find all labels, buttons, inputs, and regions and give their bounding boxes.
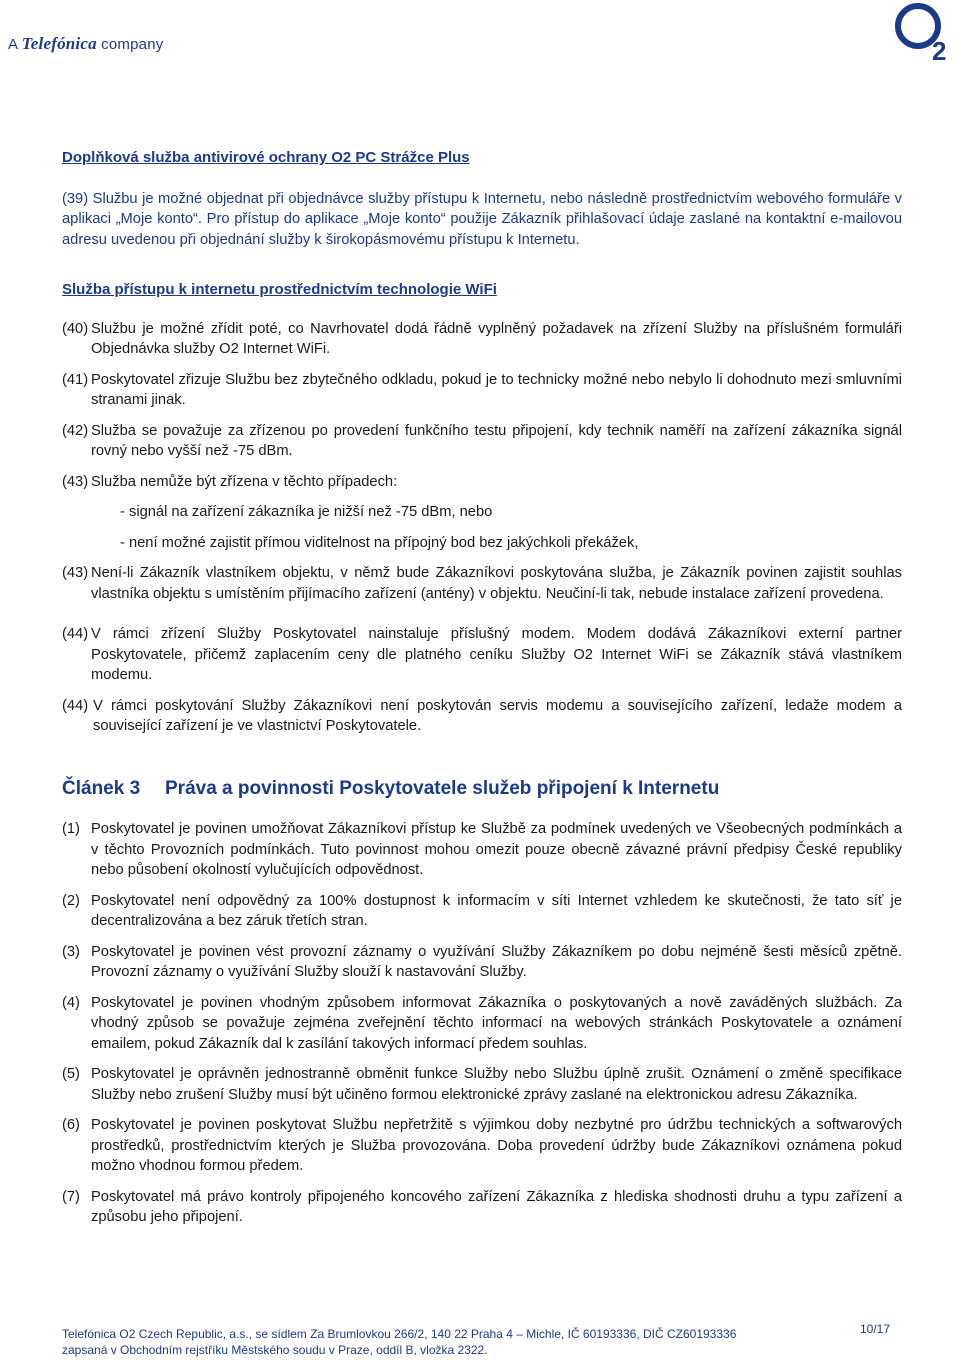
o2-logo-icon bbox=[888, 2, 958, 64]
article-3-heading bbox=[62, 779, 902, 800]
section-heading-wifi: Služba přístupu k internetu prostřednictvím technologie WiFi bbox=[62, 281, 497, 298]
telefonica-tagline bbox=[8, 34, 163, 54]
item-number: (3) bbox=[62, 943, 80, 960]
item-number: (44) bbox=[62, 697, 89, 714]
item-text: Není-li Zákazník vlastníkem objektu, v němž bude Zákazníkovi poskytována služba, je Zákazník povinen zajistit souhlas vlastníka objektu s umístěním přijímacího zařízení (antény) v objektu. Neučiní-li tak, nebude instalace zařízení provedena. bbox=[91, 565, 902, 602]
page-number: 10/17 bbox=[860, 1322, 891, 1336]
item-text: Poskytovatel je povinen vhodným způsobem informovat Zákazníka o poskytovaných a nově zaváděných službách. Za vhodný způsob se považuje zejména zveřejnění těchto informací na webových stránkách Poskytovatele a oznámení emailem, pokud Zákazník dal k zasílání takových informací předem souhlas. bbox=[91, 994, 902, 1052]
article-item-2 bbox=[62, 891, 902, 932]
item-number: (43) bbox=[62, 565, 89, 581]
item-number: (1) bbox=[62, 821, 80, 837]
item-text: Poskytovatel zřizuje Službu bez zbytečného odkladu, pokud je to technicky možné nebo nebylo li dohodnuto mezi smluvními stranami jinak. bbox=[91, 371, 902, 408]
item-number: (44) bbox=[62, 626, 89, 642]
item-text: Poskytovatel má právo kontroly připojeného koncového zařízení Zákazníka z hlediska shodnosti druhu a typu zařízení a způsobu jeho připojení. bbox=[91, 1188, 902, 1225]
page-footer bbox=[62, 1326, 822, 1358]
item-number: (2) bbox=[62, 892, 80, 909]
article-number: Článek 3 bbox=[62, 777, 141, 799]
section-heading-antivirus: Doplňková služba antivirové ochrany O2 PC Strážce Plus bbox=[62, 149, 470, 166]
item-number: (6) bbox=[62, 1117, 80, 1133]
article-item-6 bbox=[62, 1115, 902, 1177]
list-item-43 bbox=[62, 472, 902, 493]
item-text: V rámci zřízení Služby Poskytovatel nainstaluje příslušný modem. Modem dodává Zákazníkovi externí partner Poskytovatele, přičemž zaplacením ceny dle platného ceníku Služby O2 Internet WiFi se Zákazník stává vlastníkem modemu. bbox=[91, 626, 902, 683]
item-text: Poskytovatel je povinen vést provozní záznamy o využívání Služby Zákazníkem po dobu nejméně šesti měsíců zpětně. Provozní záznamy o využívání Služby slouží k nastavování Služby. bbox=[91, 943, 902, 980]
item-number: (5) bbox=[62, 1066, 80, 1082]
article-title: Práva a povinnosti Poskytovatele služeb připojení k Internetu bbox=[165, 777, 720, 799]
telefonica-brand: Telefónica bbox=[21, 34, 97, 53]
item-text: V rámci poskytování Služby Zákazníkovi není poskytován servis modemu a souvisejícího zařízení, ledaže modem a související zařízení je ve vlastnictví Poskytovatele. bbox=[93, 697, 902, 734]
item-number: (4) bbox=[62, 994, 80, 1011]
article-item-7 bbox=[62, 1187, 902, 1228]
item-number: (41) bbox=[62, 371, 89, 388]
footer-company-line: Telefónica O2 Czech Republic, a.s., se sídlem Za Brumlovkou 266/2, 140 22 Praha 4 – Michle, IČ 60193336, DIČ CZ60193336 bbox=[62, 1327, 737, 1341]
svg-text:2: 2 bbox=[932, 36, 947, 64]
item-number: (43) bbox=[62, 473, 89, 490]
item-text: Služba nemůže být zřízena v těchto případech: bbox=[91, 473, 398, 490]
item-text: Poskytovatel není odpovědný za 100% dostupnost k informacím v síti Internet vzhledem ke skutečnosti, že tato síť je decentralizována a bez záruk třetích stran. bbox=[91, 892, 902, 929]
tagline-suffix: company bbox=[101, 36, 164, 53]
item-text: Poskytovatel je povinen poskytovat Službu nepřetržitě s výjimkou doby nezbytné pro údržbu technických a softwarových prostředků, prostřednictvím kterých je Služba provozována. Doba provedení údržby bude Zákazníkovi oznámena pokud možno vhodnou formou předem. bbox=[91, 1117, 902, 1174]
condition-line-signal: - signál na zařízení zákazníka je nižší než -75 dBm, nebo bbox=[120, 504, 493, 520]
item-text: Služba se považuje za zřízenou po provedení funkčního testu připojení, kdy technik naměří na zařízení zákazníka signál rovný nebo vyšší než -75 dBm. bbox=[91, 422, 902, 459]
list-item-40 bbox=[62, 319, 902, 360]
item-text: Poskytovatel je povinen umožňovat Zákazníkovi přístup ke Službě za podmínek uvedených ve Všeobecných podmínkách a v těchto Provozních podmínkách. Tuto povinnost mohou omezit pouze obecně závazné právní předpisy České republiky nebo působení okolností vylučujících odpovědnost. bbox=[91, 821, 902, 878]
paragraph-39: (39) Službu je možné objednat při objednávce služby přístupu k Internetu, nebo následně prostřednictvím webového formuláře v aplikaci „Moje konto“. Pro přístup do aplikace „Moje konto“ použije Zákazník přihlašovací údaje zaslané na kontaktní e-mailovou adresu uvedenou při objednání služby k širokopásmovému přístupu k Internetu. bbox=[62, 190, 902, 248]
document-body bbox=[62, 148, 902, 1228]
footer-registry-line: zapsaná v Obchodním rejstříku Městského soudu v Praze, oddíl B, vložka 2322. bbox=[62, 1343, 488, 1357]
article-item-4 bbox=[62, 993, 902, 1055]
item-number: (7) bbox=[62, 1188, 80, 1205]
item-number: (40) bbox=[62, 320, 89, 337]
condition-line-visibility: - není možné zajistit přímou viditelnost na přípojný bod bez jakýchkoli překážek, bbox=[120, 534, 639, 551]
article-item-3 bbox=[62, 942, 902, 983]
list-item-44b bbox=[62, 696, 902, 737]
article-item-1 bbox=[62, 819, 902, 881]
page-header bbox=[0, 0, 960, 70]
tagline-prefix: A bbox=[8, 36, 18, 53]
list-item-41 bbox=[62, 370, 902, 411]
list-item-43b bbox=[62, 563, 902, 604]
item-text: Poskytovatel je oprávněn jednostranně obměnit funkce Služby nebo Službu úplně zrušit. Oznámení o změně specifikace Služby nebo zrušení Služby musí být učiněno formou elektronické zprávy zaslané na elektronickou adresu Zákazníka. bbox=[91, 1066, 902, 1103]
item-number: (42) bbox=[62, 422, 89, 439]
list-item-44 bbox=[62, 624, 902, 686]
item-text: Službu je možné zřídit poté, co Navrhovatel dodá řádně vyplněný požadavek na zřízení Služby na příslušném formuláři Objednávka služby O2 Internet WiFi. bbox=[91, 320, 902, 357]
list-item-42 bbox=[62, 421, 902, 462]
article-item-5 bbox=[62, 1064, 902, 1105]
